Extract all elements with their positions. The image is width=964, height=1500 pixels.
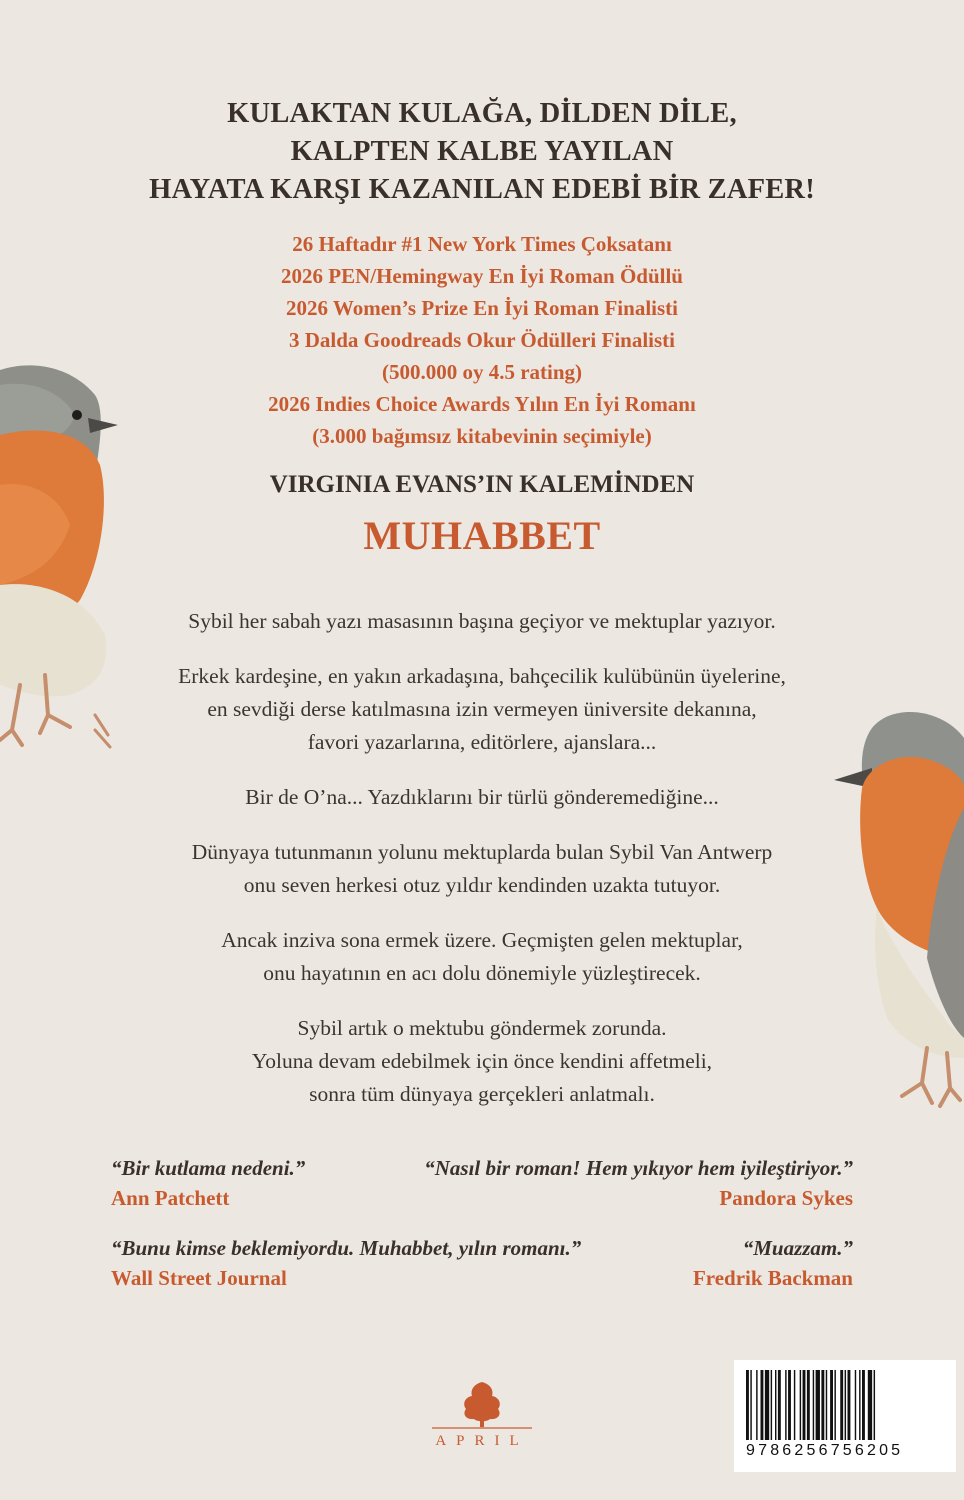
barcode-bar [855,1370,856,1440]
barcode-bar [788,1370,791,1440]
barcode-bar [794,1370,795,1440]
tree-logo-icon [432,1380,532,1432]
quote-text: “Nasıl bir roman! Hem yıkıyor hem iyileştiriyor.” [424,1156,853,1180]
quote-source: Pandora Sykes [719,1186,853,1210]
blurb-line: Dünyaya tutunmanın yolunu mektuplarda bulan Sybil Van Antwerp [191,840,773,864]
blurb-line: Sybil her sabah yazı masasının başına geçiyor ve mektuplar yazıyor. [188,609,776,633]
barcode-icon [746,1370,944,1440]
barcode-bar [830,1370,833,1440]
barcode-bar [775,1370,776,1440]
headline-line-1: KULAKTAN KULAĞA, DİLDEN DİLE, [227,98,737,129]
award-line: 2026 Women’s Prize En İyi Roman Finalisti [285,296,678,320]
quote-text: “Bir kutlama nedeni.” [111,1156,306,1180]
barcode-bar [800,1370,801,1440]
review-quote-1 [111,1153,305,1213]
book-title: MUHABBET [363,513,601,558]
award-line: 2026 Indies Choice Awards Yılın En İyi Romanı [268,392,696,416]
review-quote-4 [693,1233,853,1293]
author-line: VIRGINIA EVANS’IN KALEMİNDEN [269,471,695,498]
barcode-bar [813,1370,814,1440]
barcode-bar [761,1370,764,1440]
barcode-bar [765,1370,769,1440]
barcode [734,1360,956,1472]
blurb-line: Erkek kardeşine, en yakın arkadaşına, bahçecilik kulübünün üyelerine, [178,664,786,688]
award-line: 26 Haftadır #1 New York Times Çoksatanı [292,232,672,256]
blurb-line: sonra tüm dünyaya gerçekleri anlatmalı. [309,1082,655,1106]
awards-list [0,228,964,452]
isbn-number: 9786256756205 [746,1442,904,1459]
headline-line-3: HAYATA KARŞI KAZANILAN EDEBİ BİR ZAFER! [149,174,815,205]
blurb-line: onu seven herkesi otuz yıldır kendinden uzakta tutuyor. [243,873,721,897]
blurb-line: onu hayatının en acı dolu dönemiyle yüzleştirecek. [263,961,701,985]
barcode-bar [771,1370,772,1440]
review-quote-3 [111,1233,581,1293]
award-line: (500.000 oy 4.5 rating) [381,360,583,384]
blurb-line: en sevdiği derse katılmasına izin vermeyen üniversite dekanına, [207,697,757,721]
blurb-line: Sybil artık o mektubu göndermek zorunda. [297,1016,667,1040]
barcode-bar [862,1370,865,1440]
quote-source: Fredrik Backman [692,1266,853,1290]
blurb-line: Ancak inziva sona ermek üzere. Geçmişten gelen mektuplar, [221,928,743,952]
barcode-bar [750,1370,751,1440]
quote-text: “Bunu kimse beklemiyordu. Muhabbet, yılın romanı.” [111,1236,582,1260]
barcode-bar [868,1370,872,1440]
barcode-bar [746,1370,749,1440]
award-line: (3.000 bağımsız kitabevinin seçimiyle) [312,424,652,448]
headline [0,95,964,209]
barcode-bar [803,1370,806,1440]
barcode-bar [785,1370,786,1440]
publisher-name: APRIL [435,1433,529,1449]
award-line: 3 Dalda Goodreads Okur Ödülleri Finalisti [288,328,676,352]
quote-text: “Muazzam.” [742,1236,853,1260]
blurb [0,583,964,1133]
barcode-bar [859,1370,860,1440]
barcode-bar [874,1370,875,1440]
barcode-bar [816,1370,820,1440]
headline-line-2: KALPTEN KALBE YAYILAN [290,136,674,167]
barcode-bar [756,1370,757,1440]
barcode-bar [778,1370,781,1440]
barcode-bar [845,1370,846,1440]
quote-source: Ann Patchett [111,1186,230,1210]
review-quote-2 [424,1153,853,1213]
barcode-bar [848,1370,851,1440]
barcode-bar [826,1370,827,1440]
quote-source: Wall Street Journal [111,1266,287,1290]
blurb-line: Bir de O’na... Yazdıklarını bir türlü gönderemediğine... [245,785,719,809]
barcode-bar [840,1370,843,1440]
blurb-line: favori yazarlarına, editörlere, ajanslara... [307,730,657,754]
blurb-line: Yoluna devam edebilmek için önce kendini affetmeli, [251,1049,713,1073]
barcode-bar [807,1370,810,1440]
barcode-bar [834,1370,835,1440]
award-line: 2026 PEN/Hemingway En İyi Roman Ödüllü [281,264,683,288]
barcode-bar [821,1370,824,1440]
